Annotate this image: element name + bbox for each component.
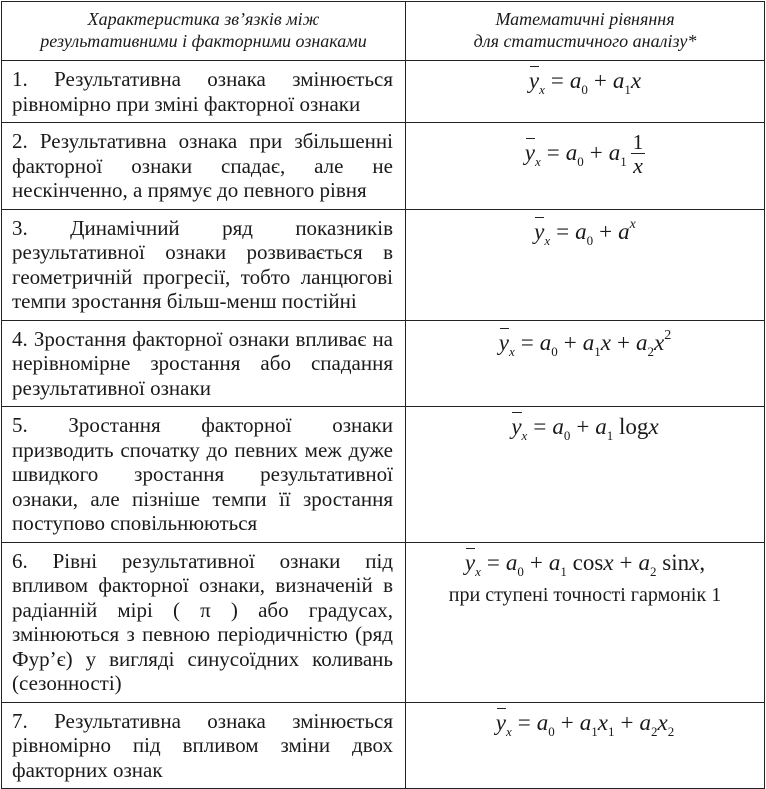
header-col1-line2: результативними і факторними ознаками [40, 31, 367, 51]
row-7-text: 7. Результативна ознака змінюється рівномірно під впливом зміни двох факторних ознак [12, 708, 393, 782]
row-formula [406, 702, 765, 789]
row-3-text: 3. Динамічний ряд показників результативної ознаки розвивається в геометричній прогресії, тобто ланцюгові темпи зростання більш-менш постійні [12, 215, 393, 313]
row-6-text: 6. Рівні результативної ознаки під впливом факторної ознаки, визначеній в радіанній мірі ( π ) або градусах, змінюються з певною періодичністю (ряд Фур’є) у вигляді синусоїдних коливань (сезонності) [12, 548, 393, 695]
row-formula [406, 542, 765, 702]
row-description [2, 209, 406, 320]
row-description [2, 542, 406, 702]
row-2-text: 2. Результативна ознака при збільшенні факторної ознаки спадає, але не нескінченно, а прямує до певного рівня [12, 129, 393, 202]
formula-6: $y_x = a_0 + a_1$ $\cos x + a_2$ sinx, [464, 549, 706, 579]
row-formula [406, 407, 765, 543]
table-row [2, 209, 765, 320]
formula-4: $y_x = a_0 + a_1x + a_2x^2$ [498, 327, 672, 359]
header-equations [406, 2, 765, 61]
row-5-text: 5. Зростання факторної ознаки призводить спочатку до певних меж дуже швидкого зростання результативної ознаки, але пізніше темпи її зростання поступово сповільнюються [12, 413, 393, 535]
row-formula [406, 320, 765, 407]
row-4-text: 4. Зростання факторної ознаки впливає на нерівномірне зростання або спадання результативної ознаки [12, 326, 393, 400]
row-description [2, 320, 406, 407]
row-formula [406, 209, 765, 320]
table-row [2, 320, 765, 407]
table-row [2, 123, 765, 210]
row-description [2, 61, 406, 123]
table-row [2, 702, 765, 789]
formula-6-note: при ступені точності гармонік 1 [448, 583, 722, 606]
table-row [2, 407, 765, 543]
table-header-row [2, 2, 765, 61]
formula-2: $y_x = a_0 + a_1$ $\frac{1}{x}$ [524, 130, 644, 178]
row-description [2, 123, 406, 210]
row-description [2, 702, 406, 789]
formula-5: $y_x = a_0 + a_1$ logx [511, 414, 659, 443]
table-row [2, 61, 765, 123]
header-col2-line1: Математичні рівняння [495, 9, 675, 29]
header-col1-line1: Характеристика зв’язків між [87, 9, 320, 29]
row-1-text: 1. Результативна ознака змінюється рівномірно при зміні факторної ознаки [12, 67, 393, 116]
formula-7: $y_x = a_0 + a_1x_1 + a_2x_2$ [495, 709, 675, 739]
row-description [2, 407, 406, 543]
row-formula [406, 61, 765, 123]
formula-1: $y_x = a_0 + a_1x$ [528, 68, 642, 97]
row-formula [406, 123, 765, 210]
formula-3: $y_x = a_0 + a^x$ [534, 216, 636, 248]
header-col2-line2: для статистичного аналізу* [473, 31, 697, 51]
header-characteristic [2, 2, 406, 61]
statistics-table [1, 1, 765, 789]
table-row [2, 542, 765, 702]
